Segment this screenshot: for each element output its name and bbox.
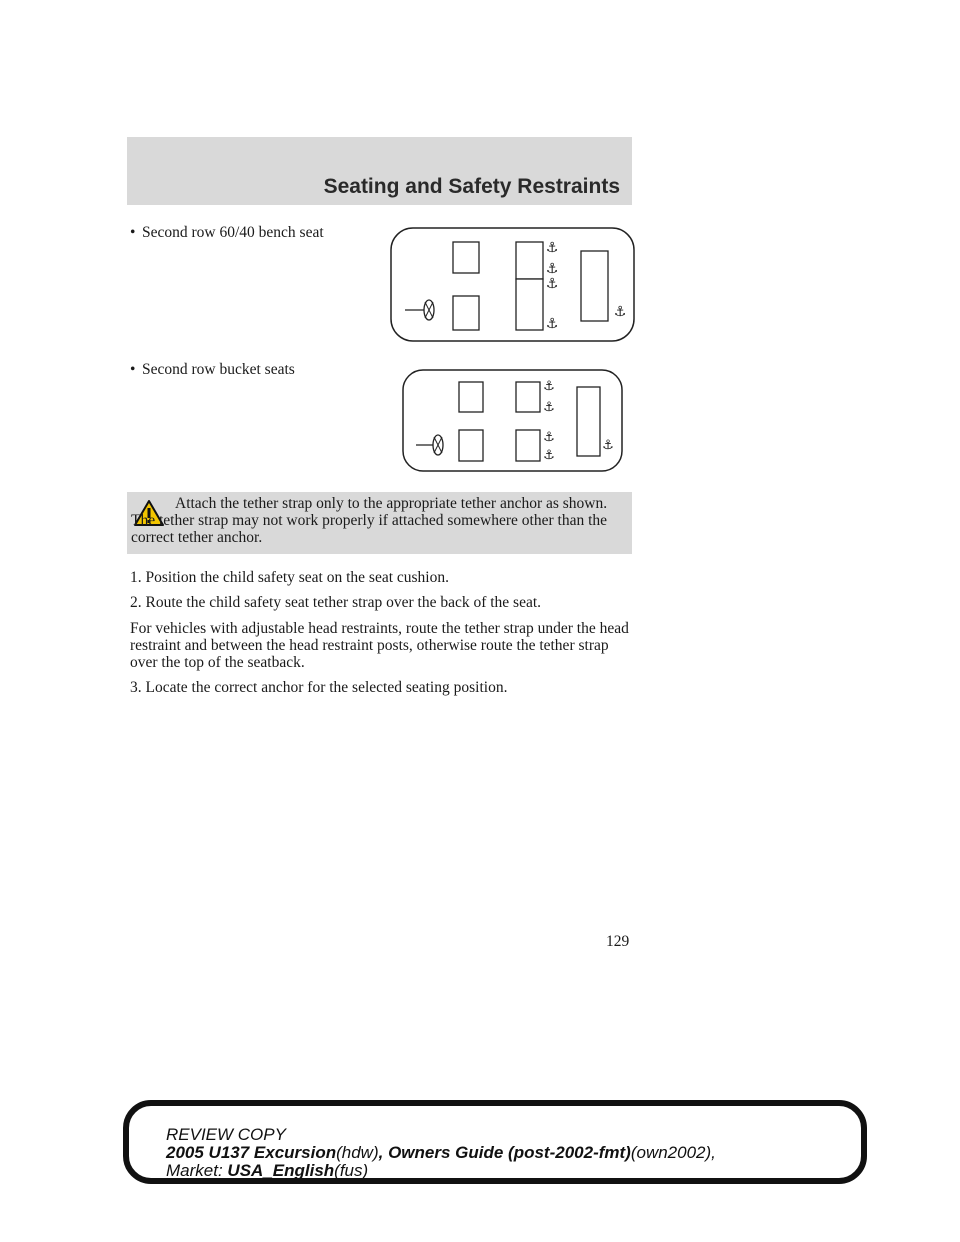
anchor-icon: ⚓ — [543, 379, 555, 394]
bench-seat-anchor-diagram — [390, 227, 636, 343]
second-row-40-section — [516, 242, 543, 279]
front-seat-left — [453, 296, 479, 330]
step-3: 3. Locate the correct anchor for the selected seating position. — [130, 679, 508, 696]
header-band — [127, 137, 632, 205]
anchor-icon: ⚓ — [543, 448, 555, 463]
second-row-bucket-left — [516, 430, 540, 461]
page-number: 129 — [606, 933, 630, 950]
anchor-icon: ⚓ — [545, 261, 559, 277]
warning-box — [127, 492, 632, 554]
anchor-icon: ⚓ — [613, 304, 627, 320]
bucket-seats-anchor-diagram — [402, 369, 624, 473]
footer-market: USA_English — [227, 1161, 335, 1180]
bullet-bench-seat: • Second row 60/40 bench seat — [130, 224, 324, 241]
footer-guide: , Owners Guide (post-2002-fmt) — [378, 1143, 631, 1162]
anchor-icon: ⚓ — [545, 316, 559, 332]
anchor-icon: ⚓ — [545, 240, 559, 256]
bullet-text: Second row 60/40 bench seat — [142, 224, 324, 241]
third-row-bench — [577, 387, 600, 456]
warning-text: Attach the tether strap only to the appropriate tether anchor as shown. The tether strap may not work properly if attached somewhere other than the correct tether anchor. — [131, 495, 608, 546]
footer-vehicle: 2005 U137 Excursion — [166, 1143, 337, 1162]
footer-review-copy: REVIEW COPY — [166, 1125, 286, 1144]
bullet-text: Second row bucket seats — [142, 361, 295, 378]
section-title: Seating and Safety Restraints — [323, 175, 620, 198]
anchor-icon: ⚓ — [545, 276, 559, 292]
anchor-icon: ⚓ — [602, 438, 614, 453]
anchor-icon: ⚓ — [543, 430, 555, 445]
step-2: 2. Route the child safety seat tether strap over the back of the seat. — [130, 594, 542, 611]
head-restraint-note: For vehicles with adjustable head restraints, route the tether strap under the head restraint and between the head restraint posts, otherwise route the tether strap over the top of the seatback. — [130, 620, 629, 671]
second-row-bucket-right — [516, 382, 540, 412]
second-row-60-section — [516, 279, 543, 330]
front-seat-right — [453, 242, 479, 273]
bullet-bucket-seats: • Second row bucket seats — [130, 361, 295, 378]
front-seat-left — [459, 430, 483, 461]
third-row-bench — [581, 251, 608, 321]
front-seat-right — [459, 382, 483, 412]
step-1: 1. Position the child safety seat on the seat cushion. — [130, 569, 449, 586]
review-copy-footer: REVIEW COPY 2005 U137 Excursion(hdw), Owners Guide (post-2002-fmt)(own2002), Market: USA_English(fus) — [123, 1100, 867, 1184]
anchor-icon: ⚓ — [543, 400, 555, 415]
